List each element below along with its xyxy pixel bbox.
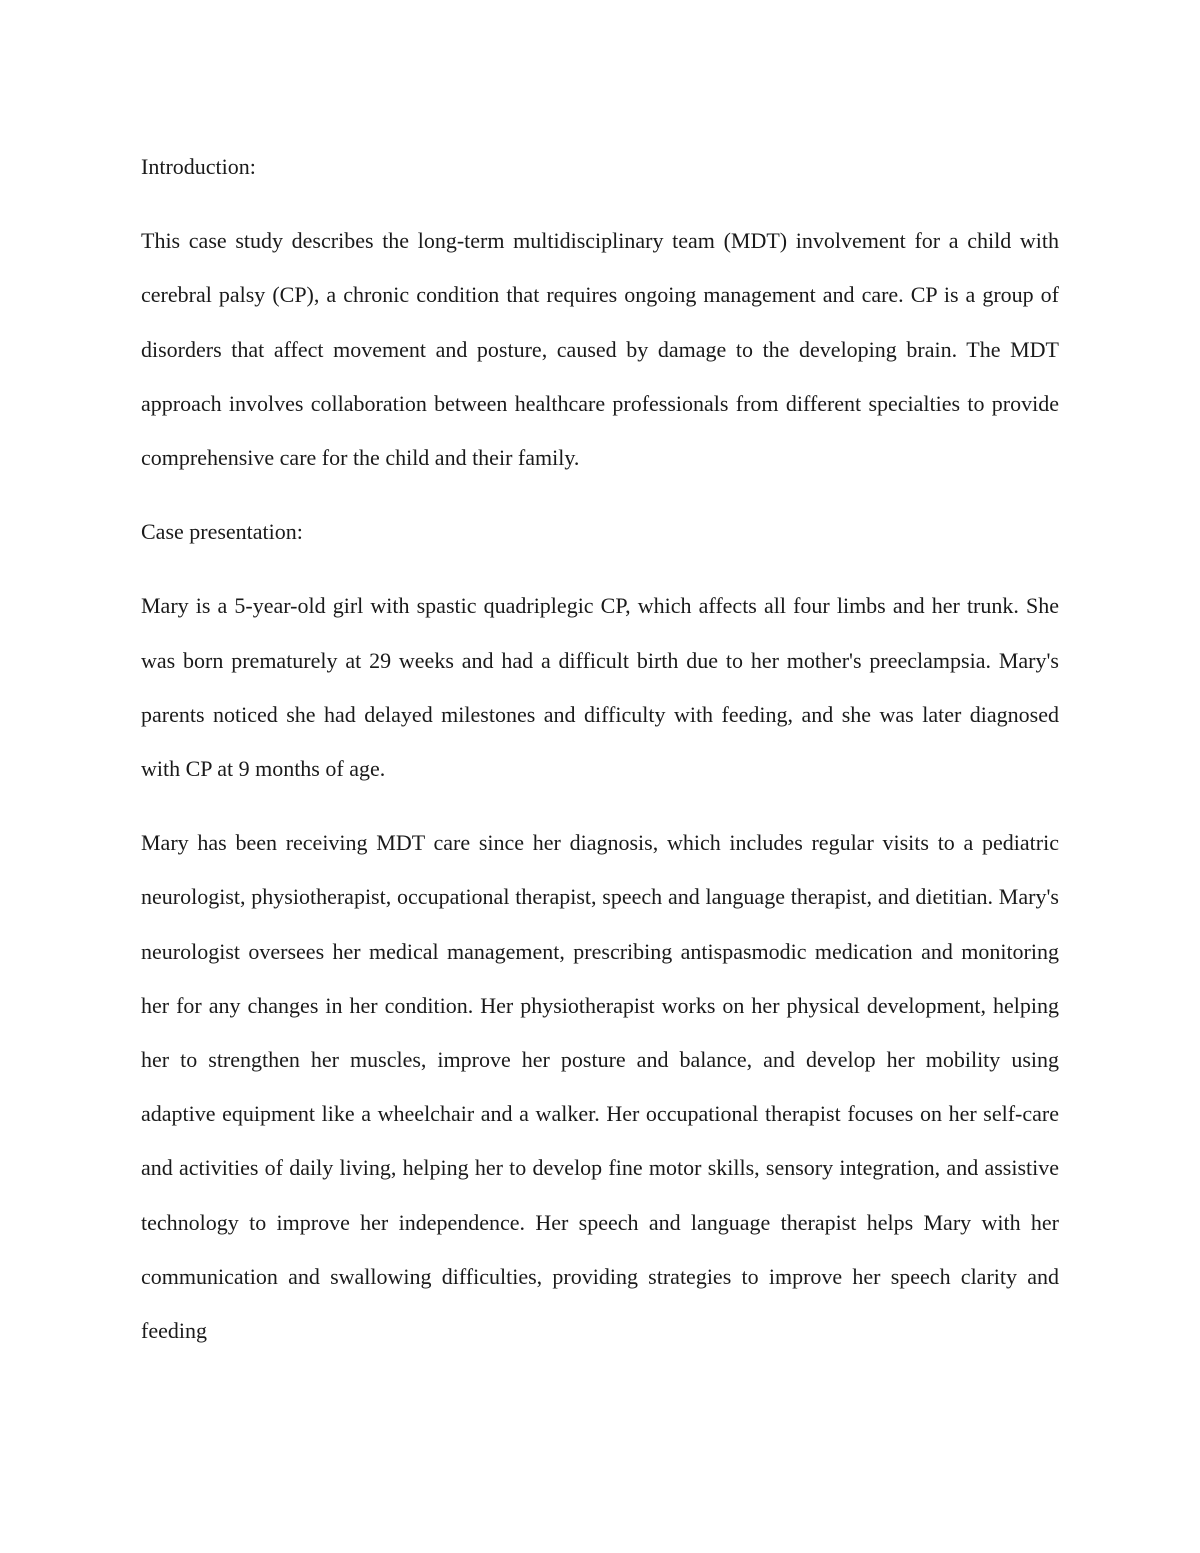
document-body <box>141 140 1059 1358</box>
introduction-heading: Introduction: <box>141 154 256 179</box>
case-presentation-paragraph-2: Mary has been receiving MDT care since her diagnosis, which includes regular visits to a pediatric neurologist, physiotherapist, occupational therapist, speech and language therapist, and dietitian. Mary's neurologist oversees her medical management, prescribing antispasmodic medication and monitoring her for any changes in her condition. Her physiotherapist works on her physical development, helping her to strengthen her muscles, improve her posture and balance, and develop her mobility using adaptive equipment like a wheelchair and a walker. Her occupational therapist focuses on her self-care and activities of daily living, helping her to develop fine motor skills, sensory integration, and assistive technology to improve her independence. Her speech and language therapist helps Mary with her communication and swallowing difficulties, providing strategies to improve her speech clarity and feeding <box>141 830 1059 1344</box>
case-presentation-heading: Case presentation: <box>141 519 303 545</box>
case-presentation-paragraph-1: Mary is a 5-year-old girl with spastic quadriplegic CP, which affects all four limbs and her trunk. She was born prematurely at 29 weeks and had a difficult birth due to her mother's preeclampsia. Mary's parents noticed she had delayed milestones and difficulty with feeding, and she was later diagnosed with CP at 9 months of age. <box>141 593 1059 782</box>
introduction-paragraph: This case study describes the long-term multidisciplinary team (MDT) involvement for a child with cerebral palsy (CP), a chronic condition that requires ongoing management and care. CP is a group of disorders that affect movement and posture, caused by damage to the developing brain. The MDT approach involves collaboration between healthcare professionals from different specialties to provide comprehensive care for the child and their family. <box>141 228 1059 471</box>
